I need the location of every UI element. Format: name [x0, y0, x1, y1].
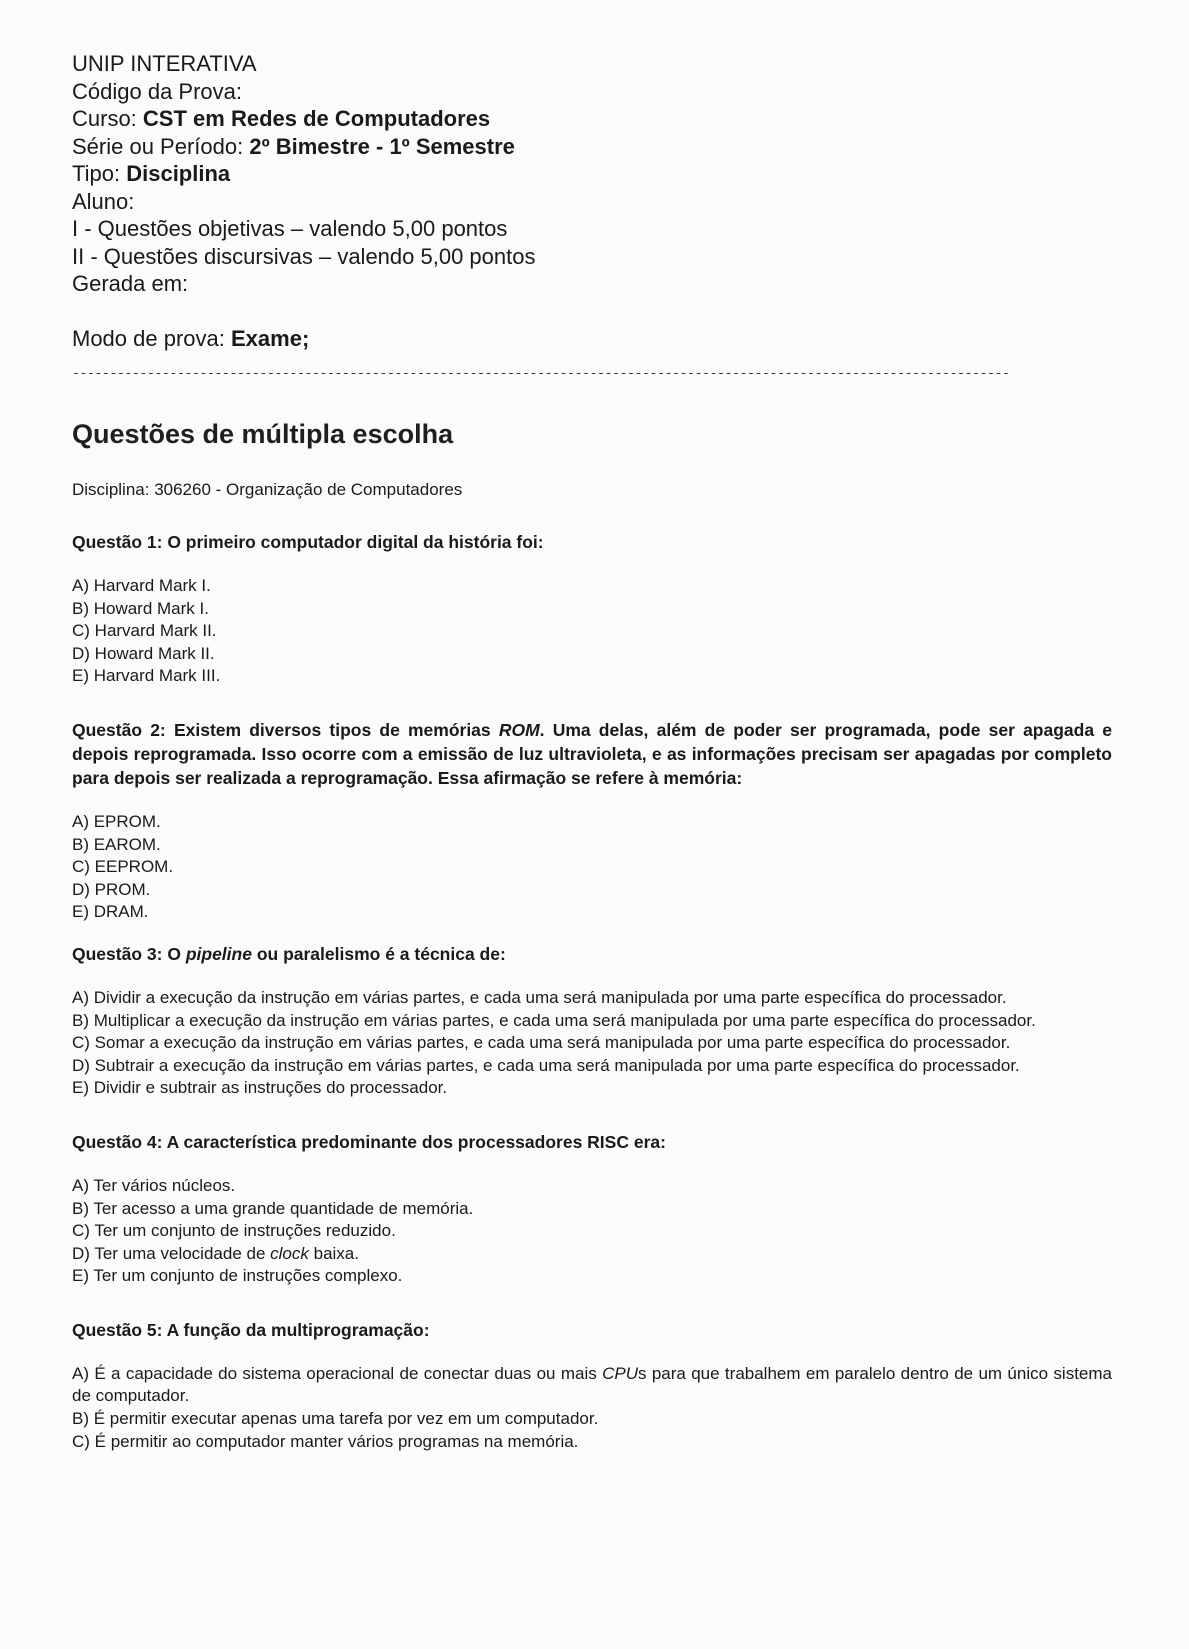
student: Aluno: — [72, 188, 135, 214]
dashed-divider: ----------------------------------------------------------------------------------------------------------------------------- — [72, 366, 1010, 381]
question-4-options — [72, 1175, 1112, 1288]
discipline-line: Disciplina: 306260 - Organização de Computadores — [72, 480, 463, 499]
option: A) Harvard Mark I. — [72, 576, 211, 595]
option: D) PROM. — [72, 879, 151, 899]
option: A) EPROM. — [72, 811, 161, 831]
course: Curso: CST em Redes de Computadores — [72, 106, 491, 131]
question-3-options — [72, 987, 1112, 1100]
question-4-statement: Questão 4: A característica predominante dos processadores RISC era: — [72, 1131, 666, 1152]
option: B) Ter acesso a uma grande quantidade de memória. — [72, 1198, 474, 1218]
mode-value: Exame; — [231, 325, 310, 351]
option: E) Dividir e subtrair as instruções do processador. — [72, 1078, 448, 1098]
option: C) Ter um conjunto de instruções reduzido. — [72, 1221, 396, 1241]
option: D) Ter uma velocidade de clock baixa. — [72, 1243, 359, 1263]
exam-code: Código da Prova: — [72, 78, 242, 104]
option: E) Harvard Mark III. — [72, 666, 221, 686]
question-3 — [72, 942, 1112, 1100]
option: D) Subtrair a execução da instrução em várias partes, e cada uma será manipulada por uma parte específica do processador. — [72, 1055, 1020, 1075]
question-3-statement: Questão 3: O pipeline ou paralelismo é a técnica de: — [72, 943, 506, 964]
option: B) Multiplicar a execução da instrução em várias partes, e cada uma será manipulada por uma parte específica do processador. — [72, 1010, 1036, 1030]
question-5-options — [72, 1363, 1112, 1453]
option: E) DRAM. — [72, 902, 149, 922]
type-value: Disciplina — [126, 161, 231, 186]
option: C) É permitir ao computador manter vários programas na memória. — [72, 1431, 579, 1451]
option: A) Dividir a execução da instrução em várias partes, e cada uma será manipulada por uma parte específica do processador. — [72, 987, 1007, 1007]
option: D) Howard Mark II. — [72, 643, 215, 663]
section-title: Questões de múltipla escolha — [72, 419, 454, 449]
option: A) Ter vários núcleos. — [72, 1175, 236, 1195]
discursive-questions-line: II - Questões discursivas – valendo 5,00 pontos — [72, 243, 536, 269]
question-4 — [72, 1130, 1112, 1288]
institution-name: UNIP INTERATIVA — [72, 51, 257, 76]
exam-header — [72, 50, 1112, 352]
exam-mode: Modo de prova: Exame; — [72, 325, 310, 351]
question-2-options — [72, 811, 1112, 924]
option: C) Somar a execução da instrução em várias partes, e cada uma será manipulada por uma parte específica do processador. — [72, 1033, 1011, 1053]
question-2-statement: Questão 2: Existem diversos tipos de memórias ROM. Uma delas, além de poder ser programada, pode ser apagada e depois reprogramada. Isso ocorre com a emissão de luz ultravioleta, e as informações precisam ser apagadas por completo para depois ser realizada a reprogramação. Essa afirmação se refere à memória: — [72, 719, 1112, 788]
question-5-statement: Questão 5: A função da multiprogramação: — [72, 1319, 430, 1340]
period: Série ou Período: 2º Bimestre - 1º Semestre — [72, 133, 515, 159]
question-1-options — [72, 575, 1112, 688]
option: B) EAROM. — [72, 834, 161, 854]
question-2 — [72, 718, 1112, 924]
option: A) É a capacidade do sistema operacional de conectar duas ou mais CPUs para que trabalhem em paralelo dentro de um único sistema de computador. — [72, 1363, 1112, 1406]
exam-page — [72, 50, 1112, 1453]
exam-type: Tipo: Disciplina — [72, 161, 231, 186]
option: C) Harvard Mark II. — [72, 621, 217, 641]
question-1 — [72, 530, 1112, 688]
question-5 — [72, 1318, 1112, 1453]
objective-questions-line: I - Questões objetivas – valendo 5,00 pontos — [72, 216, 508, 241]
period-value: 2º Bimestre - 1º Semestre — [249, 133, 515, 159]
option: B) É permitir executar apenas uma tarefa por vez em um computador. — [72, 1409, 599, 1429]
generated-at: Gerada em: — [72, 271, 189, 296]
option: E) Ter um conjunto de instruções complexo. — [72, 1266, 403, 1286]
question-1-statement: Questão 1: O primeiro computador digital da história foi: — [72, 532, 544, 552]
option: C) EEPROM. — [72, 857, 174, 877]
option: B) Howard Mark I. — [72, 598, 209, 618]
course-value: CST em Redes de Computadores — [142, 106, 491, 131]
